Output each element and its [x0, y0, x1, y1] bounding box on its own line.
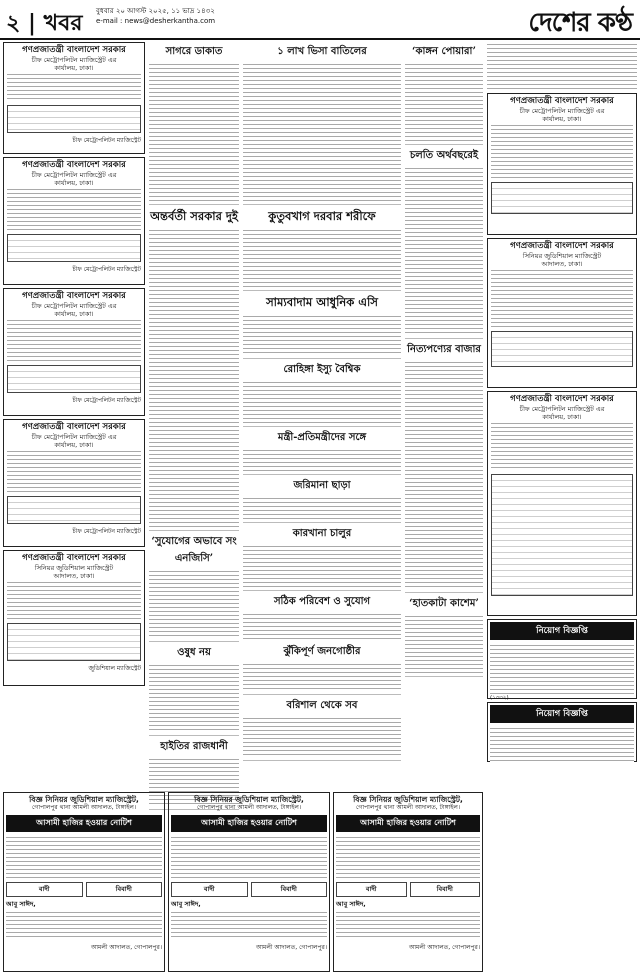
article-headline: ঝুঁকিপূর্ণ জনগোষ্ঠীর: [283, 646, 361, 657]
court-body: [171, 835, 327, 879]
article-body: [243, 380, 401, 424]
plaintiff-label: বাদী: [336, 882, 407, 897]
court-body: [6, 835, 162, 879]
court-name: বিজ্ঞ সিনিয়র জুডিশিয়াল ম্যাজিস্ট্রেট,: [194, 795, 304, 804]
notice-table: [7, 234, 141, 262]
article-headline: কারখানা চালুর: [292, 528, 352, 539]
party-name: আবু সাঈদ,: [171, 900, 201, 908]
legal-notice: [3, 550, 145, 686]
notice-subtitle: চীফ মেট্রোপলিটন ম্যাজিস্ট্রেট এর: [31, 433, 117, 441]
article-headline: হাইতির রাজধানী: [160, 741, 228, 752]
notice-signature: চীফ মেট্রোপলিটন ম্যাজিস্ট্রেট: [72, 397, 141, 404]
court-notice: [333, 792, 483, 972]
court-banner: আসামী হাজির হওয়ার নোটিশ: [336, 815, 480, 832]
article-body: [243, 544, 401, 588]
article-headline: চলতি অর্থবছরেই: [409, 150, 479, 161]
news-column-2: [149, 42, 239, 813]
appointment-footer: (১৩৩২): [490, 695, 509, 701]
parties-header: [336, 882, 480, 897]
notice-title: গণপ্রজাতন্ত্রী বাংলাদেশ সরকার: [22, 291, 126, 301]
article: [243, 430, 401, 475]
notice-subtitle: চীফ মেট্রোপলিটন ম্যাজিস্ট্রেট এর: [31, 171, 117, 179]
article-headline: ১ লাখ ভিসা বাতিলের: [277, 46, 367, 57]
article-body: [149, 569, 239, 639]
article: [243, 594, 401, 695]
appointment-body: [490, 726, 634, 762]
notice-subtitle: সিনিয়র জুডিশিয়াল ম্যাজিস্ট্রেট: [522, 252, 602, 260]
court-footer: আমলী আদালত, গোপালপুর।: [408, 944, 480, 951]
notice-body: [491, 123, 633, 179]
court-footer: আমলী আদালত, গোপালপুর।: [255, 944, 327, 951]
notice-title: গণপ্রজাতন্ত্রী বাংলাদেশ সরকার: [22, 553, 126, 563]
article-body: [405, 62, 483, 142]
article-headline: মন্ত্রী-প্রতিমন্ত্রীদের সঙ্গে: [277, 432, 367, 443]
news-column-4: [405, 42, 483, 680]
article: [149, 534, 239, 642]
article-body: [243, 314, 401, 356]
notice-title: গণপ্রজাতন্ত্রী বাংলাদেশ সরকার: [22, 422, 126, 432]
notice-subtitle: সিনিয়র জুডিশিয়াল ম্যাজিস্ট্রেট: [34, 564, 114, 572]
court-parties-body: [336, 910, 480, 940]
notice-body: [7, 318, 141, 362]
article: [405, 342, 483, 593]
court-body: [336, 835, 480, 879]
notice-subtitle: আদালত, ঢাকা।: [53, 572, 95, 580]
court-banner: আসামী হাজির হওয়ার নোটিশ: [171, 815, 327, 832]
email-line: e-mail : news@desherkantha.com: [96, 17, 216, 25]
notice-table: [491, 331, 633, 367]
court-sub: গোপালপুর থানা আমলী আদালত, টাঙ্গাইল।: [31, 804, 137, 811]
defendant-label: বিবাদী: [410, 882, 481, 897]
article: [149, 208, 239, 531]
notice-signature: জুডিশিয়াল ম্যাজিস্ট্রেট: [88, 665, 141, 672]
notice-subtitle: কার্যালয়, ঢাকা।: [54, 310, 94, 318]
article: [243, 478, 401, 523]
legal-notice: [487, 238, 637, 388]
legal-notice: [487, 93, 637, 235]
legal-notice: [3, 157, 145, 285]
article-body: [405, 614, 483, 674]
notice-table: [491, 182, 633, 214]
court-name: বিজ্ঞ সিনিয়র জুডিশিয়াল ম্যাজিস্ট্রেট,: [29, 795, 139, 804]
notice-signature: চীফ মেট্রোপলিটন ম্যাজিস্ট্রেট: [72, 137, 141, 144]
legal-notice: [3, 419, 145, 547]
legal-notice: [3, 288, 145, 416]
notice-body: [491, 268, 633, 328]
notice-subtitle: চীফ মেট্রোপলিটন ম্যাজিস্ট্রেট এর: [31, 302, 117, 310]
parties-header: [6, 882, 162, 897]
notice-subtitle: চীফ মেট্রোপলিটন ম্যাজিস্ট্রেট এর: [519, 107, 605, 115]
notice-body: [7, 187, 141, 231]
party-name: আবু সাঈদ,: [6, 900, 36, 908]
newspaper-logo: দেশের কণ্ঠ: [528, 8, 632, 38]
notice-subtitle: কার্যালয়, ঢাকা।: [542, 413, 582, 421]
court-sub: গোপালপুর থানা আমলী আদালত, টাঙ্গাইল।: [196, 804, 302, 811]
article-body: [243, 228, 401, 288]
article-headline: ‘কাঙ্গন পোয়ারা’: [412, 46, 476, 57]
appointment-title: নিয়োগ বিজ্ঞপ্তি: [490, 622, 634, 640]
article-headline: জরিমানা ছাড়া: [293, 480, 351, 491]
article-body: [405, 360, 483, 590]
article-headline: ওষুধ নয়: [177, 647, 211, 658]
article-body: [243, 716, 401, 758]
defendant-label: বিবাদী: [251, 882, 328, 897]
article: [405, 596, 483, 677]
court-notice: [168, 792, 330, 972]
left-notices-column: [3, 42, 145, 689]
article: [243, 362, 401, 427]
notice-title: গণপ্রজাতন্ত্রী বাংলাদেশ সরকার: [510, 241, 614, 251]
plaintiff-label: বাদী: [6, 882, 83, 897]
court-footer: আমলী আদালত, গোপালপুর।: [90, 944, 162, 951]
article: [243, 526, 401, 591]
notice-title: গণপ্রজাতন্ত্রী বাংলাদেশ সরকার: [22, 160, 126, 170]
notice-table: [491, 474, 633, 596]
notice-body: [491, 421, 633, 471]
notice-body: [7, 449, 141, 493]
article-body: [405, 166, 483, 336]
legal-notice: [3, 42, 145, 154]
notice-subtitle: চীফ মেট্রোপলিটন ম্যাজিস্ট্রেট এর: [31, 56, 117, 64]
appointment-title: নিয়োগ বিজ্ঞপ্তি: [490, 705, 634, 723]
appointment-notice: [487, 619, 637, 699]
article: [405, 148, 483, 339]
parties-header: [171, 882, 327, 897]
notice-body: [7, 72, 141, 102]
notice-table: [7, 496, 141, 524]
notice-table: [7, 623, 141, 661]
article-headline: বরিশাল থেকে সব: [286, 700, 358, 711]
article-body: [243, 496, 401, 520]
masthead: [0, 0, 640, 40]
article-headline: ‘সুযোগের অভাবে সং এনজিসি’: [151, 536, 237, 564]
article: [243, 294, 401, 359]
article-headline: নিত্যপণ্যের বাজার: [407, 344, 481, 355]
article-headline: ‘হাতকাটা কাশেম’: [409, 598, 479, 609]
court-parties-body: [6, 910, 162, 940]
party-name: আবু সাঈদ,: [336, 900, 366, 908]
notice-signature: চীফ মেট্রোপলিটন ম্যাজিস্ট্রেট: [72, 528, 141, 535]
article: [243, 698, 401, 761]
notice-subtitle: কার্যালয়, ঢাকা।: [54, 179, 94, 187]
plaintiff-label: বাদী: [171, 882, 248, 897]
article-headline: অন্তর্বর্তী সরকার দুই: [150, 209, 238, 223]
article-headline: সাম্যবাদাম আধুনিক এসি: [266, 295, 378, 309]
article: [149, 44, 239, 205]
legal-notice: [487, 391, 637, 616]
notice-body: [7, 580, 141, 620]
court-parties-body: [171, 910, 327, 940]
court-notice: [3, 792, 165, 972]
article: [243, 208, 401, 291]
notice-title: গণপ্রজাতন্ত্রী বাংলাদেশ সরকার: [510, 394, 614, 404]
notice-title: গণপ্রজাতন্ত্রী বাংলাদেশ সরকার: [510, 96, 614, 106]
page-number: ২ | খবর: [6, 10, 83, 36]
article: [243, 44, 401, 205]
court-sub: গোপালপুর থানা আমলী আদালত, টাঙ্গাইল।: [355, 804, 461, 811]
notice-subtitle: কার্যালয়, ঢাকা।: [54, 64, 94, 72]
article-headline: রোহিঙ্গা ইস্যু বৈশ্বিক: [283, 364, 361, 375]
article-body: [487, 42, 637, 90]
news-column-3: [243, 42, 401, 764]
article-body: [243, 62, 401, 202]
article: [405, 44, 483, 145]
article-body: [149, 663, 239, 733]
notice-table: [7, 105, 141, 133]
right-notices-column: [487, 42, 637, 762]
notice-subtitle: আদালত, ঢাকা।: [541, 260, 583, 268]
notice-table: [7, 365, 141, 393]
article-headline: সঠিক পরিবেশ ও সুযোগ: [273, 596, 371, 607]
court-name: বিজ্ঞ সিনিয়র জুডিশিয়াল ম্যাজিস্ট্রেট,: [353, 795, 463, 804]
appointment-notice: [487, 702, 637, 762]
notice-subtitle: কার্যালয়, ঢাকা।: [542, 115, 582, 123]
article-body: [243, 662, 401, 692]
article-headline: সাগরে ডাকাত: [165, 46, 223, 57]
notice-subtitle: চীফ মেট্রোপলিটন ম্যাজিস্ট্রেট এর: [519, 405, 605, 413]
article: [149, 645, 239, 736]
date-line: বুধবার ২০ আগস্ট ২০২৫, ১১ ভাদ্র ১৪৩২: [96, 7, 215, 15]
appointment-body: [490, 643, 634, 695]
article-body: [243, 448, 401, 472]
article-body: [243, 612, 401, 642]
article-body: [149, 228, 239, 528]
article-headline: কুতুবখাগ দরবার শরীফে: [268, 209, 376, 223]
article-body: [149, 62, 239, 202]
notice-subtitle: কার্যালয়, ঢাকা।: [54, 441, 94, 449]
court-banner: আসামী হাজির হওয়ার নোটিশ: [6, 815, 162, 832]
defendant-label: বিবাদী: [86, 882, 163, 897]
notice-title: গণপ্রজাতন্ত্রী বাংলাদেশ সরকার: [22, 45, 126, 55]
notice-signature: চীফ মেট্রোপলিটন ম্যাজিস্ট্রেট: [72, 266, 141, 273]
date-email: [96, 6, 215, 26]
